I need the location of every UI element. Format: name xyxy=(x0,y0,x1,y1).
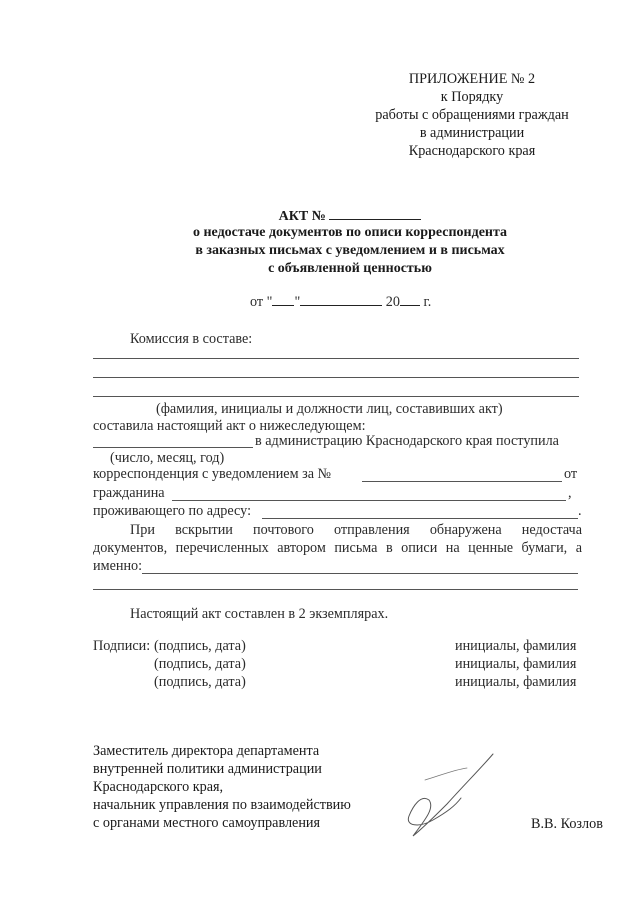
appendix-header xyxy=(372,70,572,160)
address-blank xyxy=(262,518,578,519)
signature-name: инициалы, фамилия xyxy=(455,674,577,690)
act-label: АКТ № xyxy=(278,209,326,224)
title-line: о недостаче документов по описи корреспондента xyxy=(192,225,508,240)
citizen-blank xyxy=(172,500,566,501)
footer-line: Краснодарского края, xyxy=(93,779,224,795)
address-dot: . xyxy=(578,503,582,519)
appendix-line: Краснодарского края xyxy=(408,143,536,159)
opening-line-1: При вскрытии почтового отправления обнаружена недостача xyxy=(130,522,582,538)
namely-blank xyxy=(142,573,578,574)
date-quote: " xyxy=(294,294,301,310)
from-text: от xyxy=(564,466,578,482)
appendix-line: в администрации xyxy=(419,125,525,141)
signatures-label: Подписи: xyxy=(93,638,151,654)
footer-line: внутренней политики администрации xyxy=(93,761,322,777)
signature-name: инициалы, фамилия xyxy=(455,638,577,654)
signature-sign: (подпись, дата) xyxy=(154,638,246,654)
footer-line: Заместитель директора департамента xyxy=(93,743,320,759)
commission-line-3 xyxy=(93,396,579,397)
signature-sign: (подпись, дата) xyxy=(154,656,246,672)
title-line: с объявленной ценностью xyxy=(268,261,432,276)
title-line: в заказных письмах с уведомлением и в письмах xyxy=(195,243,505,258)
appendix-line: работы с обращениями граждан xyxy=(375,107,569,123)
signatory-name: В.В. Козлов xyxy=(531,816,603,832)
correspondence-text: корреспонденция с уведомлением за № xyxy=(93,466,332,482)
year-blank xyxy=(400,293,420,306)
act-title xyxy=(140,206,560,278)
commission-line-1 xyxy=(93,358,579,359)
namely-label: именно: xyxy=(93,558,143,574)
day-blank xyxy=(272,293,294,306)
date-prefix: от " xyxy=(250,294,273,310)
copies-text: Настоящий акт составлен в 2 экземплярах. xyxy=(130,606,389,622)
footer-line: начальник управления по взаимодействию xyxy=(93,797,351,813)
year-suffix: г. xyxy=(423,294,432,310)
commission-line-2 xyxy=(93,377,579,378)
address-label: проживающего по адресу: xyxy=(93,503,252,519)
composed-text: составила настоящий акт о нижеследующем: xyxy=(93,418,366,434)
appendix-line: ПРИЛОЖЕНИЕ № 2 xyxy=(408,71,536,87)
citizen-comma: , xyxy=(568,485,572,501)
signature-sign: (подпись, дата) xyxy=(154,674,246,690)
signature-name: инициалы, фамилия xyxy=(455,656,577,672)
received-date-blank xyxy=(93,447,253,448)
appendix-line: к Порядку xyxy=(440,89,504,105)
correspondence-number-blank xyxy=(362,481,562,482)
handwritten-signature xyxy=(395,750,505,845)
date-hint: (число, месяц, год) xyxy=(110,450,225,466)
persons-hint: (фамилия, инициалы и должности лиц, составивших акт) xyxy=(156,401,503,417)
citizen-label: гражданина xyxy=(93,485,165,501)
act-number-line xyxy=(140,206,560,224)
act-number-blank xyxy=(329,206,421,220)
namely-blank-2 xyxy=(93,589,578,590)
footer-line: с органами местного самоуправления xyxy=(93,815,321,831)
year-prefix: 20 xyxy=(385,294,400,310)
month-blank xyxy=(300,293,382,306)
opening-line-2: документов, перечисленных автором письма в описи на ценные бумаги, а xyxy=(93,540,582,556)
date-line xyxy=(250,293,431,311)
received-text: в администрацию Краснодарского края поступила xyxy=(255,433,559,449)
commission-label: Комиссия в составе: xyxy=(130,331,253,347)
